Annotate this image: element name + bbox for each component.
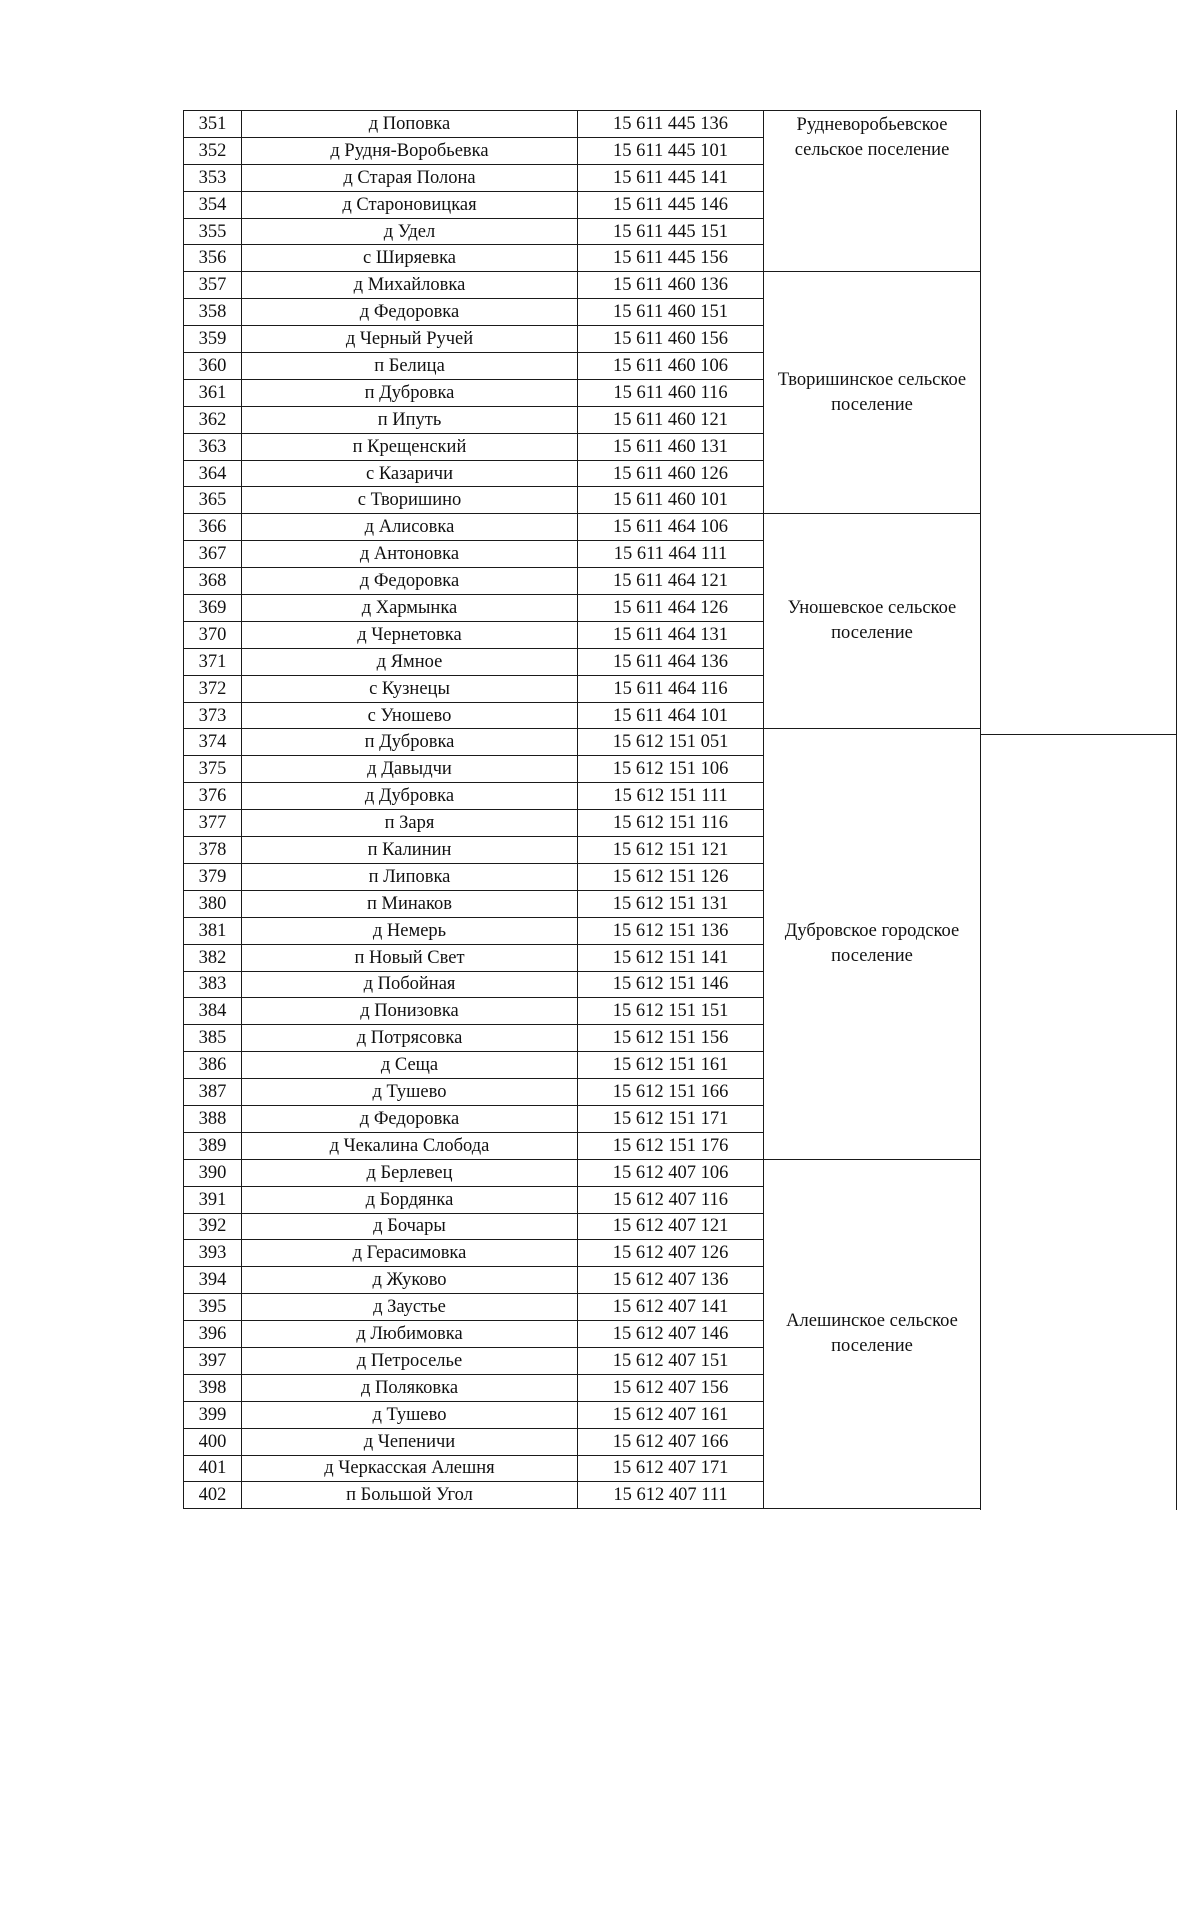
- row-number-cell: 376: [184, 783, 242, 810]
- locality-name-cell: п Дубровка: [242, 729, 578, 756]
- locality-name-cell: д Бордянка: [242, 1186, 578, 1213]
- locality-name-cell: д Сеща: [242, 1052, 578, 1079]
- oktmo-code-cell: 15 612 151 141: [578, 944, 764, 971]
- oktmo-code-cell: 15 611 460 121: [578, 406, 764, 433]
- settlement-name-cell: Дубровское городское поселение: [764, 729, 981, 1159]
- locality-name-cell: д Черкасская Алешня: [242, 1455, 578, 1482]
- oktmo-code-cell: 15 612 151 131: [578, 890, 764, 917]
- locality-name-cell: п Новый Свет: [242, 944, 578, 971]
- settlement-name-cell: Рудневоробьевское сельское поселение: [764, 111, 981, 272]
- row-number-cell: 368: [184, 568, 242, 595]
- oktmo-code-cell: 15 612 151 111: [578, 783, 764, 810]
- row-number-cell: 389: [184, 1132, 242, 1159]
- oktmo-code-cell: 15 611 464 136: [578, 648, 764, 675]
- locality-name-cell: д Немерь: [242, 917, 578, 944]
- locality-name-cell: с Казаричи: [242, 460, 578, 487]
- oktmo-code-cell: 15 611 464 121: [578, 568, 764, 595]
- oktmo-code-cell: 15 612 407 136: [578, 1267, 764, 1294]
- row-number-cell: 357: [184, 272, 242, 299]
- settlements-table: [183, 110, 981, 1509]
- settlements-table-body: [184, 111, 981, 1509]
- locality-name-cell: с Творишино: [242, 487, 578, 514]
- oktmo-code-cell: 15 612 151 171: [578, 1105, 764, 1132]
- row-number-cell: 380: [184, 890, 242, 917]
- oktmo-code-cell: 15 611 445 151: [578, 218, 764, 245]
- table-row: [184, 729, 981, 756]
- oktmo-code-cell: 15 611 464 106: [578, 514, 764, 541]
- row-number-cell: 385: [184, 1025, 242, 1052]
- row-number-cell: 386: [184, 1052, 242, 1079]
- oktmo-code-cell: 15 612 151 146: [578, 971, 764, 998]
- row-number-cell: 367: [184, 541, 242, 568]
- oktmo-code-cell: 15 612 407 146: [578, 1321, 764, 1348]
- row-number-cell: 360: [184, 353, 242, 380]
- oktmo-code-cell: 15 612 151 151: [578, 998, 764, 1025]
- locality-name-cell: с Уношево: [242, 702, 578, 729]
- row-number-cell: 401: [184, 1455, 242, 1482]
- oktmo-code-cell: 15 612 151 051: [578, 729, 764, 756]
- row-number-cell: 399: [184, 1401, 242, 1428]
- oktmo-code-cell: 15 612 151 161: [578, 1052, 764, 1079]
- oktmo-code-cell: 15 612 407 171: [578, 1455, 764, 1482]
- row-number-cell: 370: [184, 621, 242, 648]
- row-number-cell: 394: [184, 1267, 242, 1294]
- row-number-cell: 400: [184, 1428, 242, 1455]
- row-number-cell: 390: [184, 1159, 242, 1186]
- locality-name-cell: д Поповка: [242, 111, 578, 138]
- locality-name-cell: д Антоновка: [242, 541, 578, 568]
- locality-name-cell: с Ширяевка: [242, 245, 578, 272]
- column-border-right-1: [980, 110, 981, 1510]
- row-number-cell: 374: [184, 729, 242, 756]
- locality-name-cell: д Алисовка: [242, 514, 578, 541]
- row-number-cell: 388: [184, 1105, 242, 1132]
- row-number-cell: 397: [184, 1347, 242, 1374]
- oktmo-code-cell: 15 611 460 156: [578, 326, 764, 353]
- row-number-cell: 387: [184, 1079, 242, 1106]
- locality-name-cell: п Липовка: [242, 863, 578, 890]
- row-number-cell: 355: [184, 218, 242, 245]
- oktmo-code-cell: 15 612 151 136: [578, 917, 764, 944]
- locality-name-cell: д Старая Полона: [242, 164, 578, 191]
- settlement-name-cell: Творишинское сельское поселение: [764, 272, 981, 514]
- locality-name-cell: д Тушево: [242, 1401, 578, 1428]
- locality-name-cell: д Удел: [242, 218, 578, 245]
- locality-name-cell: п Минаков: [242, 890, 578, 917]
- oktmo-code-cell: 15 612 407 126: [578, 1240, 764, 1267]
- row-number-cell: 398: [184, 1374, 242, 1401]
- oktmo-code-cell: 15 612 151 176: [578, 1132, 764, 1159]
- locality-name-cell: п Дубровка: [242, 379, 578, 406]
- row-number-cell: 379: [184, 863, 242, 890]
- locality-name-cell: д Давыдчи: [242, 756, 578, 783]
- row-number-cell: 383: [184, 971, 242, 998]
- row-number-cell: 378: [184, 837, 242, 864]
- locality-name-cell: д Бочары: [242, 1213, 578, 1240]
- locality-name-cell: п Заря: [242, 810, 578, 837]
- locality-name-cell: д Чернетовка: [242, 621, 578, 648]
- row-number-cell: 372: [184, 675, 242, 702]
- locality-name-cell: д Заустье: [242, 1294, 578, 1321]
- column-border-right-2: [1176, 110, 1177, 1510]
- table-row: [184, 1159, 981, 1186]
- locality-name-cell: п Ипуть: [242, 406, 578, 433]
- oktmo-code-cell: 15 611 445 101: [578, 137, 764, 164]
- locality-name-cell: д Жуково: [242, 1267, 578, 1294]
- oktmo-code-cell: 15 612 151 121: [578, 837, 764, 864]
- row-number-cell: 362: [184, 406, 242, 433]
- locality-name-cell: д Герасимовка: [242, 1240, 578, 1267]
- row-number-cell: 392: [184, 1213, 242, 1240]
- locality-name-cell: п Белица: [242, 353, 578, 380]
- oktmo-code-cell: 15 612 407 166: [578, 1428, 764, 1455]
- locality-name-cell: д Понизовка: [242, 998, 578, 1025]
- row-number-cell: 369: [184, 595, 242, 622]
- table-row: [184, 272, 981, 299]
- oktmo-code-cell: 15 611 460 131: [578, 433, 764, 460]
- row-number-cell: 384: [184, 998, 242, 1025]
- row-number-cell: 365: [184, 487, 242, 514]
- oktmo-code-cell: 15 612 407 111: [578, 1482, 764, 1509]
- settlement-name-cell: Алешинское сельское поселение: [764, 1159, 981, 1509]
- locality-name-cell: д Тушево: [242, 1079, 578, 1106]
- row-number-cell: 363: [184, 433, 242, 460]
- row-number-cell: 396: [184, 1321, 242, 1348]
- oktmo-code-cell: 15 611 460 116: [578, 379, 764, 406]
- locality-name-cell: д Чепеничи: [242, 1428, 578, 1455]
- oktmo-code-cell: 15 612 407 116: [578, 1186, 764, 1213]
- row-number-cell: 382: [184, 944, 242, 971]
- row-number-cell: 354: [184, 191, 242, 218]
- locality-name-cell: д Рудня-Воробьевка: [242, 137, 578, 164]
- oktmo-code-cell: 15 612 151 116: [578, 810, 764, 837]
- row-number-cell: 377: [184, 810, 242, 837]
- row-number-cell: 352: [184, 137, 242, 164]
- settlement-name-cell: Уношевское сельское поселение: [764, 514, 981, 729]
- group-divider-right: [980, 734, 1177, 735]
- row-number-cell: 375: [184, 756, 242, 783]
- locality-name-cell: д Федоровка: [242, 299, 578, 326]
- oktmo-code-cell: 15 612 151 106: [578, 756, 764, 783]
- row-number-cell: 351: [184, 111, 242, 138]
- row-number-cell: 371: [184, 648, 242, 675]
- oktmo-code-cell: 15 611 445 146: [578, 191, 764, 218]
- oktmo-code-cell: 15 612 407 106: [578, 1159, 764, 1186]
- locality-name-cell: д Федоровка: [242, 1105, 578, 1132]
- locality-name-cell: д Чекалина Слобода: [242, 1132, 578, 1159]
- oktmo-code-cell: 15 612 407 156: [578, 1374, 764, 1401]
- locality-name-cell: д Любимовка: [242, 1321, 578, 1348]
- oktmo-code-cell: 15 612 407 151: [578, 1347, 764, 1374]
- oktmo-code-cell: 15 611 464 116: [578, 675, 764, 702]
- oktmo-code-cell: 15 612 407 141: [578, 1294, 764, 1321]
- oktmo-code-cell: 15 612 407 161: [578, 1401, 764, 1428]
- oktmo-code-cell: 15 611 445 141: [578, 164, 764, 191]
- oktmo-code-cell: 15 612 407 121: [578, 1213, 764, 1240]
- row-number-cell: 366: [184, 514, 242, 541]
- locality-name-cell: д Петроселье: [242, 1347, 578, 1374]
- oktmo-code-cell: 15 611 445 156: [578, 245, 764, 272]
- row-number-cell: 381: [184, 917, 242, 944]
- row-number-cell: 364: [184, 460, 242, 487]
- oktmo-code-cell: 15 611 460 136: [578, 272, 764, 299]
- row-number-cell: 391: [184, 1186, 242, 1213]
- oktmo-code-cell: 15 612 151 126: [578, 863, 764, 890]
- row-number-cell: 358: [184, 299, 242, 326]
- oktmo-code-cell: 15 612 151 156: [578, 1025, 764, 1052]
- oktmo-code-cell: 15 611 460 126: [578, 460, 764, 487]
- locality-name-cell: д Хармынка: [242, 595, 578, 622]
- oktmo-code-cell: 15 611 464 131: [578, 621, 764, 648]
- locality-name-cell: п Крещенский: [242, 433, 578, 460]
- row-number-cell: 373: [184, 702, 242, 729]
- oktmo-code-cell: 15 611 460 106: [578, 353, 764, 380]
- locality-name-cell: п Большой Угол: [242, 1482, 578, 1509]
- row-number-cell: 359: [184, 326, 242, 353]
- row-number-cell: 356: [184, 245, 242, 272]
- oktmo-code-cell: 15 611 460 151: [578, 299, 764, 326]
- locality-name-cell: д Берлевец: [242, 1159, 578, 1186]
- row-number-cell: 402: [184, 1482, 242, 1509]
- locality-name-cell: д Потрясовка: [242, 1025, 578, 1052]
- locality-name-cell: с Кузнецы: [242, 675, 578, 702]
- locality-name-cell: д Федоровка: [242, 568, 578, 595]
- row-number-cell: 361: [184, 379, 242, 406]
- oktmo-code-cell: 15 611 445 136: [578, 111, 764, 138]
- locality-name-cell: д Поляковка: [242, 1374, 578, 1401]
- locality-name-cell: д Михайловка: [242, 272, 578, 299]
- locality-name-cell: д Черный Ручей: [242, 326, 578, 353]
- locality-name-cell: п Калинин: [242, 837, 578, 864]
- oktmo-code-cell: 15 611 460 101: [578, 487, 764, 514]
- oktmo-code-cell: 15 611 464 111: [578, 541, 764, 568]
- table-row: [184, 111, 981, 138]
- oktmo-code-cell: 15 611 464 101: [578, 702, 764, 729]
- oktmo-code-cell: 15 611 464 126: [578, 595, 764, 622]
- row-number-cell: 395: [184, 1294, 242, 1321]
- oktmo-code-cell: 15 612 151 166: [578, 1079, 764, 1106]
- locality-name-cell: д Ямное: [242, 648, 578, 675]
- locality-name-cell: д Дубровка: [242, 783, 578, 810]
- locality-name-cell: д Побойная: [242, 971, 578, 998]
- locality-name-cell: д Староновицкая: [242, 191, 578, 218]
- row-number-cell: 393: [184, 1240, 242, 1267]
- table-row: [184, 514, 981, 541]
- row-number-cell: 353: [184, 164, 242, 191]
